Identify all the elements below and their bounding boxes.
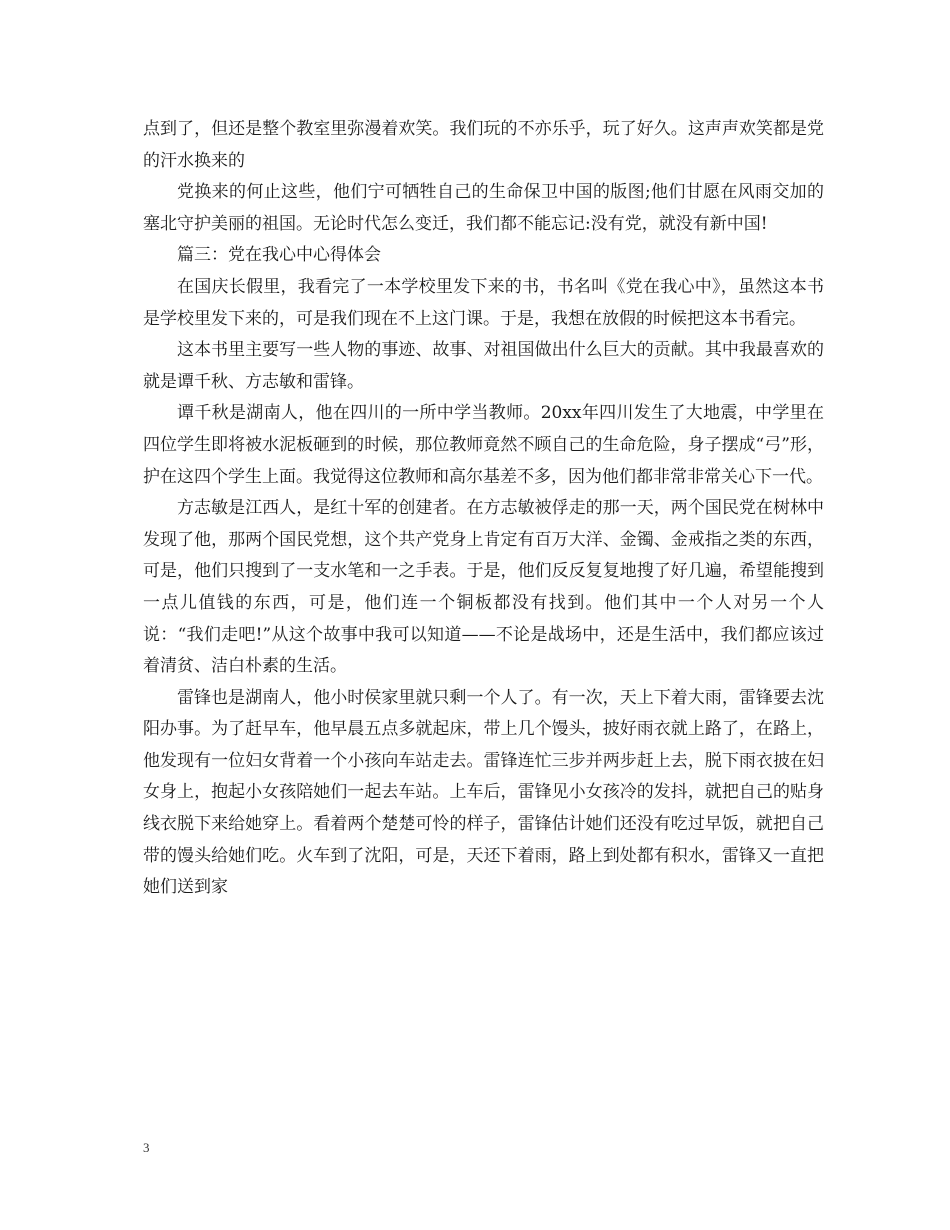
document-body	[143, 114, 824, 904]
paragraph-6: 方志敏是江西人，是红十军的创建者。在方志敏被俘走的那一天，两个国民党在树林中发现了他，那两个国民党想，这个共产党身上肯定有百万大洋、金镯、金戒指之类的东西，可是，他们只搜到了一支水笔和一之手表。于是，他们反反复复地搜了好几遍，希望能搜到一点儿值钱的东西，可是，他们连一个铜板都没有找到。他们其中一个人对另一个人说：“我们走吧!”从这个故事中我可以知道——不论是战场中，还是生活中，我们都应该过着清贫、洁白朴素的生活。	[143, 498, 824, 677]
paragraph-7: 雷锋也是湖南人，他小时侯家里就只剩一个人了。有一次，天上下着大雨，雷锋要去沈阳办事。为了赶早车，他早晨五点多就起床，带上几个馒头，披好雨衣就上路了，在路上，他发现有一位妇女背着一个小孩向车站走去。雷锋连忙三步并两步赶上去，脱下雨衣披在妇女身上，抱起小女孩陪她们一起去车站。上车后，雷锋见小女孩冷的发抖，就把自己的贴身线衣脱下来给她穿上。看着两个楚楚可怜的样子，雷锋估计她们还没有吃过早饭，就把自己带的馒头给她们吃。火车到了沈阳，可是，天还下着雨，路上到处都有积水，雷锋又一直把她们送到家	[143, 687, 824, 898]
section-heading: 篇三：党在我心中心得体会	[177, 245, 381, 266]
page-number: 3	[143, 1140, 150, 1155]
paragraph-4: 这本书里主要写一些人物的事迹、故事、对祖国做出什么巨大的贡献。其中我最喜欢的就是谭千秋、方志敏和雷锋。	[143, 340, 824, 392]
paragraph-5: 谭千秋是湖南人，他在四川的一所中学当教师。20xx年四川发生了大地震，中学里在四位学生即将被水泥板砸到的时候，那位教师竟然不顾自己的生命危险，身子摆成“弓”形，护在这四个学生上面。我觉得这位教师和高尔基差不多，因为他们都非常非常关心下一代。	[143, 403, 824, 487]
paragraph-1: 点到了，但还是整个教室里弥漫着欢笑。我们玩的不亦乐乎，玩了好久。这声声欢笑都是党的汗水换来的	[143, 119, 824, 171]
paragraph-3: 在国庆长假里，我看完了一本学校里发下来的书，书名叫《党在我心中》，虽然这本书是学校里发下来的，可是我们现在不上这门课。于是，我想在放假的时候把这本书看完。	[143, 276, 824, 329]
paragraph-2: 党换来的何止这些，他们宁可牺牲自己的生命保卫中国的版图;他们甘愿在风雨交加的塞北守护美丽的祖国。无论时代怎么变迁，我们都不能忘记:没有党，就没有新中国!	[143, 182, 824, 234]
